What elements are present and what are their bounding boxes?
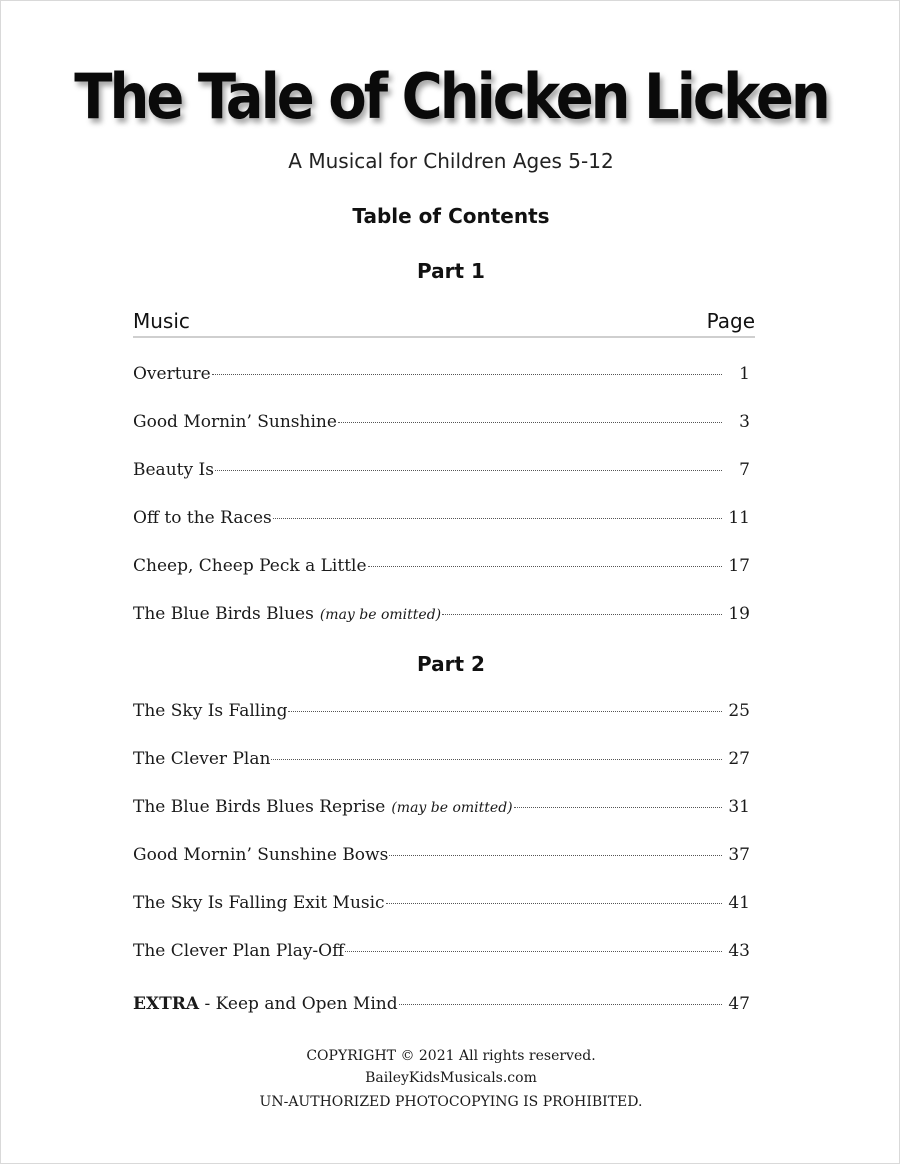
toc-entry-title: Overture: [133, 364, 211, 384]
toc-entry-note: (may be omitted): [319, 607, 442, 623]
toc-heading: Table of Contents: [352, 204, 550, 228]
toc-entry-title: The Blue Birds Blues: [133, 604, 314, 624]
toc-entry-title: Off to the Races: [133, 508, 272, 528]
toc-entry[interactable]: [133, 797, 750, 821]
toc-entry[interactable]: [133, 701, 750, 725]
toc-entry-page: 7: [739, 460, 750, 480]
toc-entry-note: (may be omitted): [391, 800, 513, 816]
toc-entry-page: 37: [728, 845, 750, 865]
part2-heading: Part 2: [417, 652, 485, 676]
toc-entry-title: The Clever Plan: [133, 749, 271, 769]
extra-title: - Keep and Open Mind: [199, 994, 398, 1014]
dot-leader: [399, 1004, 722, 1005]
toc-entry-page: 41: [728, 893, 750, 913]
toc-entry[interactable]: [133, 364, 750, 388]
toc-entry-title: Good Mornin’ Sunshine: [133, 412, 337, 432]
toc-entry[interactable]: [133, 845, 750, 869]
photocopy-notice: UN-AUTHORIZED PHOTOCOPYING IS PROHIBITED.: [259, 1094, 643, 1110]
toc-entry-page: 27: [728, 749, 750, 769]
document-subtitle: A Musical for Children Ages 5-12: [288, 149, 614, 173]
copyright-line: COPYRIGHT © 2021 All rights reserved.: [306, 1048, 596, 1064]
toc-entry-page: 43: [728, 941, 750, 961]
toc-entry[interactable]: [133, 604, 750, 628]
toc-entry[interactable]: [133, 556, 750, 580]
dot-leader: [514, 807, 722, 808]
toc-entry-title: The Clever Plan Play-Off: [133, 941, 345, 961]
dot-leader: [271, 759, 722, 760]
toc-entry-page: 1: [739, 364, 750, 384]
toc-entry[interactable]: [133, 941, 750, 965]
toc-entry-title: Good Mornin’ Sunshine Bows: [133, 845, 389, 865]
toc-entry[interactable]: [133, 893, 750, 917]
toc-entry-page: 47: [728, 994, 750, 1014]
toc-entry-page: 25: [728, 701, 750, 721]
dot-leader: [215, 470, 722, 471]
toc-entry-title: [133, 994, 398, 1014]
dot-leader: [212, 374, 722, 375]
toc-entry-title: Cheep, Cheep Peck a Little: [133, 556, 367, 576]
page-column-label: Page: [706, 309, 755, 333]
dot-leader: [386, 903, 722, 904]
toc-entry-page: 3: [739, 412, 750, 432]
extra-label: EXTRA: [133, 994, 200, 1014]
music-column-label: Music: [133, 309, 190, 333]
toc-entry-page: 31: [728, 797, 750, 817]
part1-heading: Part 1: [417, 259, 485, 283]
toc-entry-page: 11: [728, 508, 750, 528]
toc-entry[interactable]: [133, 460, 750, 484]
dot-leader: [389, 855, 722, 856]
toc-entry-title: Beauty Is: [133, 460, 214, 480]
dot-leader: [345, 951, 722, 952]
dot-leader: [273, 518, 722, 519]
toc-entry[interactable]: [133, 412, 750, 436]
website-line: BaileyKidsMusicals.com: [365, 1070, 537, 1086]
document-title: The Tale of Chicken Licken: [74, 61, 828, 134]
toc-entry-title: The Sky Is Falling Exit Music: [133, 893, 385, 913]
dot-leader: [442, 614, 722, 615]
toc-column-header: [133, 308, 755, 338]
toc-entry-page: 17: [728, 556, 750, 576]
dot-leader: [288, 711, 722, 712]
toc-entry-page: 19: [728, 604, 750, 624]
dot-leader: [368, 566, 722, 567]
toc-entry-extra[interactable]: [133, 994, 750, 1018]
toc-entry[interactable]: [133, 508, 750, 532]
toc-entry[interactable]: [133, 749, 750, 773]
toc-entry-title: The Sky Is Falling: [133, 701, 288, 721]
dot-leader: [338, 422, 722, 423]
toc-entry-title: The Blue Birds Blues Reprise: [133, 797, 386, 817]
